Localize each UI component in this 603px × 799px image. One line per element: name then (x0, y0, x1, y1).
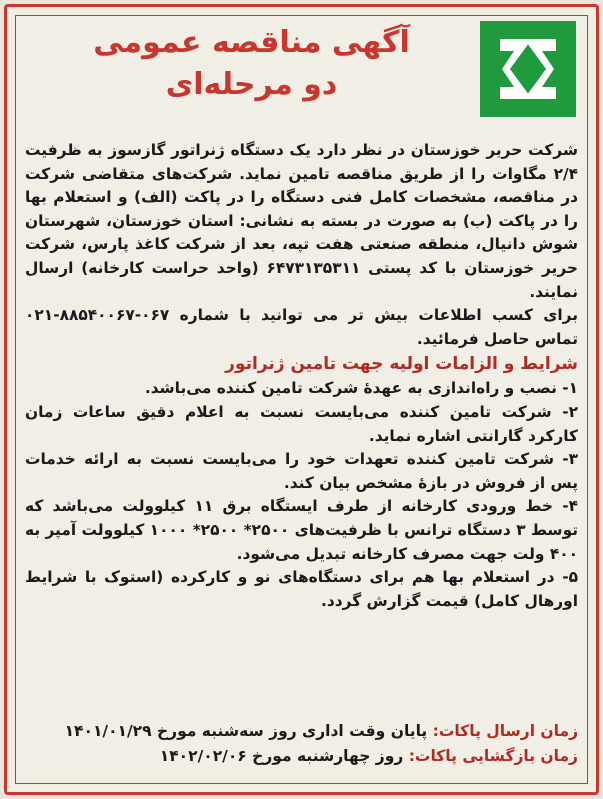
condition-item: ۵- در استعلام بها هم برای دستگاه‌های نو و کارکرده (استوک با شرایط اورهال کامل) قیمت گزارش گردد. (25, 568, 578, 610)
condition-item: ۳- شرکت تامین کننده تعهدات خود را می‌بایست نسبت به ارائه خدمات پس از فروش در بازهٔ مشخص بیان کند. (25, 450, 578, 492)
send-date-row (25, 719, 578, 744)
condition-item: ۲- شرکت تامین کننده می‌بایست نسبت به اعلام دقیق ساعات زمان کارکرد گارانتی اشاره نماید. (25, 402, 578, 445)
condition-item: ۴- خط ورودی کارخانه از طرف ایستگاه برق ۱۱ کیلوولت می‌باشد که توسط ۳ دستگاه ترانس با ظرفیت‌های ۲۵۰۰* ۲۵۰۰* ۱۰۰۰ کیلوولت آمپر به ۴۰۰ ولت جهت مصرف کارخانه تبدیل می‌شود. (25, 497, 578, 563)
dates-block (25, 719, 578, 769)
send-date-value: پایان وقت اداری روز سه‌شنبه مورخ ۱۴۰۱/۰۱/۲۹ (64, 722, 428, 740)
open-date-label: زمان بازگشایی پاکات: (408, 747, 578, 765)
logo-mark (480, 21, 576, 117)
open-date-value: روز چهارشنبه مورخ ۱۴۰۲/۰۲/۰۶ (159, 747, 404, 765)
contact-paragraph: برای کسب اطلاعات بیش تر می توانید با شماره ۰۶۷-۸۸۵۴۰۰۶۷-۰۲۱ تماس حاصل فرمائید. (25, 306, 578, 348)
condition-item: ۱- نصب و راه‌اندازی به عهدهٔ شرکت تامین کننده می‌باشد. (144, 379, 578, 398)
intro-paragraph: شرکت حریر خوزستان در نظر دارد یک دستگاه ژنراتور گازسوز به ظرفیت ۲/۴ مگاوات را از طریق مناقصه تامین نماید. شرکت‌های متقاضی شرکت در مناقصه، مشخصات کامل فنی دستگاه را در پاکت (الف) و استعلام بها را در پاکت (ب) به صورت در بسته به نشانی: استان خوزستان، شهرستان شوش دانیال، منطقه صنعتی هفت تپه، بعد از شرکت کاغذ پارس، شرکت حریر خوزستان با کد پستی ۶۴۷۳۱۳۵۳۱۱ (واحد حراست کارخانه) ارسال نمایند. (25, 141, 579, 301)
company-logo-icon (480, 21, 576, 117)
page-title: آگهی مناقصه عمومی (93, 25, 410, 60)
title-block (37, 23, 466, 107)
notice-body (25, 139, 578, 613)
open-date-row (25, 744, 578, 769)
section-title: شرایط و الزامات اولیه جهت تامین ژنراتور (225, 354, 578, 375)
notice-frame (4, 4, 599, 795)
page-subtitle: دو مرحله‌ای (165, 67, 338, 102)
send-date-label: زمان ارسال پاکات: (432, 722, 578, 740)
